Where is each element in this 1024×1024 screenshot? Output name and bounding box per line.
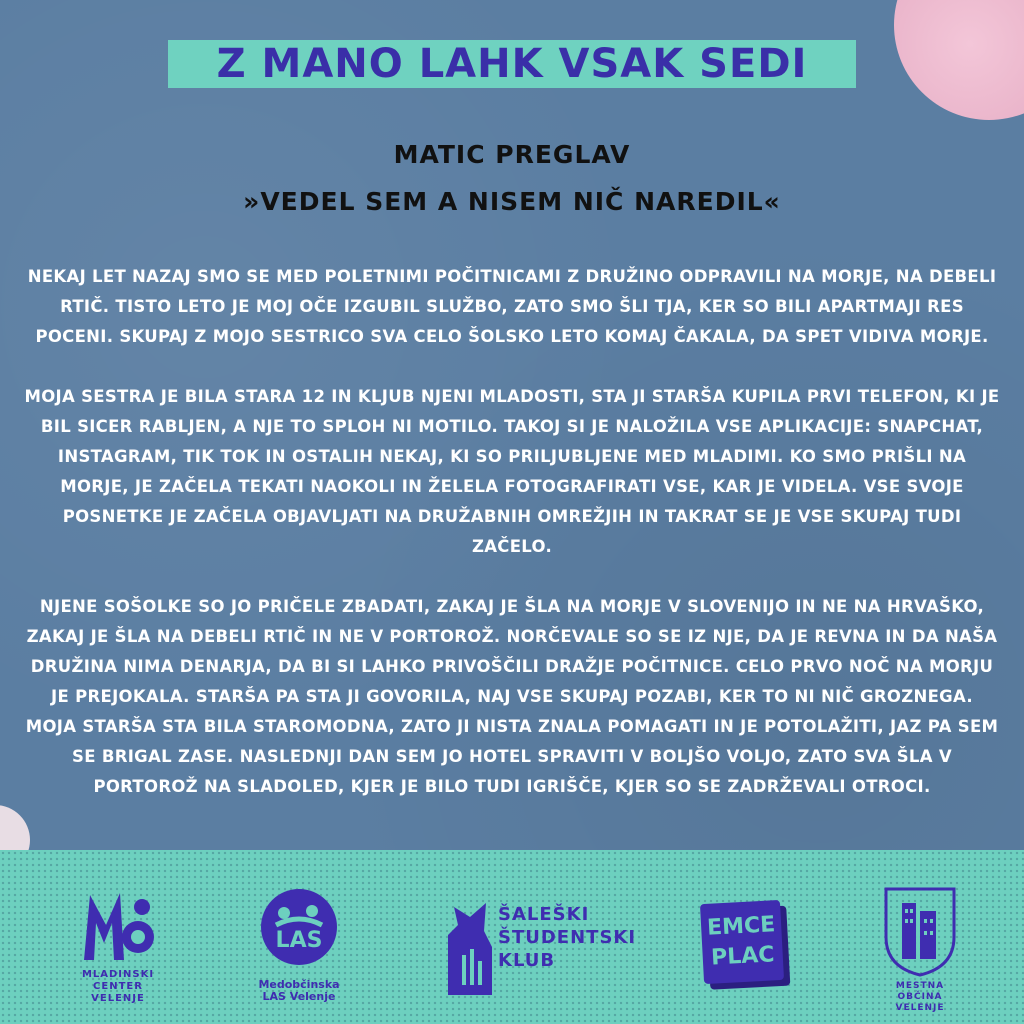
las-logo-text: LAS — [275, 928, 323, 953]
mc-logo-mark-icon — [76, 885, 160, 965]
mo-velenje-crest-icon — [880, 885, 960, 977]
paragraph-3: NJENE SOŠOLKE SO JO PRIČELE ZBADATI, ZAKAJ JE ŠLA NA MORJE V SLOVENIJO IN NE NA HRVAŠKO, ZAKAJ JE ŠLA NA DEBELI RTIČ IN NE V PORTOROŽ. NORČEVALE SO SE IZ NJE, DA JE REVNA IN DA NAŠA DRUŽINA NIMA DENARJA, DA BI SI LAHKO PRIVOŠČILI DRAŽJE POČITNICE. CELO PRVO NOČ NA MORJU JE PREJOKALA. STARŠA PA STA JI GOVORILA, NAJ VSE SKUPAJ POZABI, KER TO NI NIČ GROZNEGA. MOJA STARŠA STA BILA STAROMODNA, ZATO JI NISTA ZNALA POMAGATI IN JE POTOLAŽITI, JAZ PA SEM SE BRIGAL ZASE. NASLEDNJI DAN SEM JO HOTEL SPRAVITI V BOLJŠO VOLJO, ZATO SVA ŠLA V PORTOROŽ NA SLADOLED, KJER JE BILO TUDI IGRIŠČE, KJER SO SE ZADRŽEVALI OTROCI. — [25, 597, 999, 796]
las-logo-caption: Medobčinska LAS Velenje — [258, 978, 340, 1003]
story-body — [24, 262, 1000, 832]
mo-velenje-logo — [880, 885, 960, 1014]
decorative-pink-blob — [894, 0, 1024, 120]
ssk-line-2: ŠTUDENTSKI — [498, 927, 637, 948]
emce-plac-logo — [702, 902, 788, 982]
author-name: MATIC PREGLAV — [393, 140, 631, 169]
paragraph-1: NEKAJ LET NAZAJ SMO SE MED POLETNIMI POČITNICAMI Z DRUŽINO ODPRAVILI NA MORJE, NA DEBELI RTIČ. TISTO LETO JE MOJ OČE IZGUBIL SLUŽBO, ZATO SMO ŠLI TJA, KER SO BILI APARTMAJI RES POCENI. SKUPAJ Z MOJO SESTRICO SVA CELO ŠOLSKO LETO KOMAJ ČAKALA, DA SPET VIDIVA MORJE. — [27, 267, 997, 346]
ssk-line-1: ŠALEŠKI — [498, 904, 590, 925]
emce-line-1: EMCE — [706, 912, 776, 941]
las-logo-mark-icon — [254, 885, 344, 975]
paragraph-2: MOJA SESTRA JE BILA STARA 12 IN KLJUB NJENI MLADOSTI, STA JI STARŠA KUPILA PRVI TELEFON, KI JE BIL SICER RABLJEN, A NJE TO SPLOH NI MOTILO. TAKOJ SI JE NALOŽILA VSE APLIKACIJE: SNAPCHAT, INSTAGRAM, TIK TOK IN OSTALIH NEKAJ, KI SO PRILJUBLJENE MED MLADIMI. KO SMO PRIŠLI NA MORJE, JE ZAČELA TEKATI NAOKOLI IN ŽELELA FOTOGRAFIRATI VSE, KAR JE VIDELA. VSE SVOJE POSNETKE JE ZAČELA OBJAVLJATI NA DRUŽABNIH OMREŽJIH IN TAKRAT SE JE VSE SKUPAJ TUDI ZAČELO. — [24, 387, 1000, 556]
ssk-logo-text — [498, 903, 636, 972]
ssk-logo-mark-icon — [440, 895, 496, 1005]
ssk-line-3: KLUB — [498, 950, 556, 971]
mo-velenje-caption: MESTNA OBČINA VELENJE — [895, 981, 945, 1013]
mc-logo-caption: MLADINSKI CENTER VELENJE — [81, 969, 155, 1004]
las-velenje-logo — [254, 885, 344, 1003]
title-banner — [168, 40, 856, 88]
emce-plac-badge — [700, 900, 784, 984]
mc-velenje-logo — [76, 885, 160, 1005]
story-title: »VEDEL SEM A NISEM NIČ NAREDIL« — [243, 187, 781, 216]
poster-title: Z MANO LAHK VSAK SEDI — [216, 41, 808, 87]
emce-line-2: PLAC — [710, 942, 776, 971]
